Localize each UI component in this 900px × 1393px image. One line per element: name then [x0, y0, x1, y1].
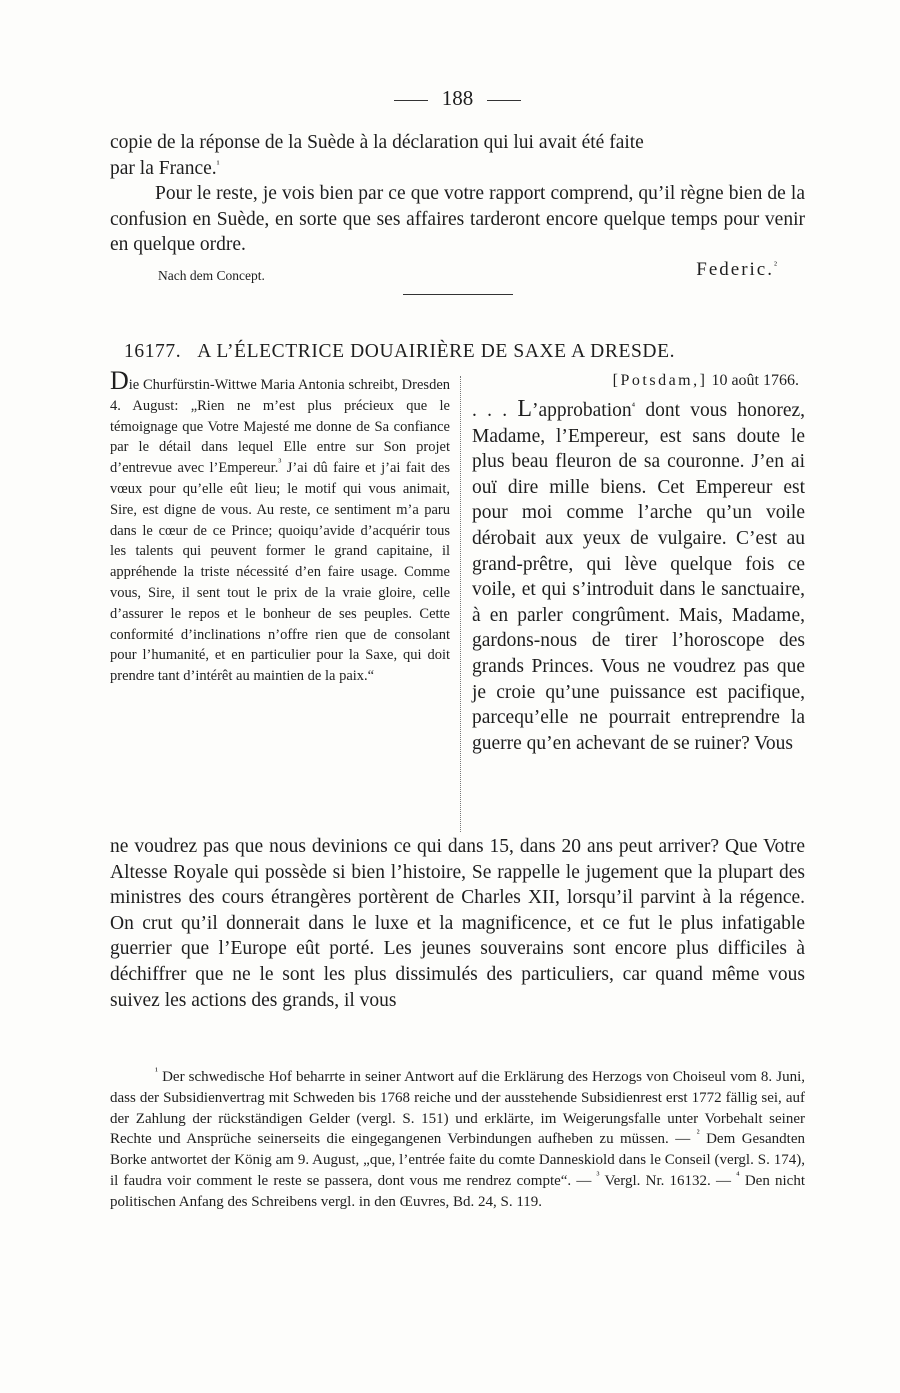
footnote-ref-4: ⁴ — [631, 401, 636, 412]
intro-line-1: copie de la réponse de la Suède à la déclaration qui lui avait été faite — [110, 132, 644, 153]
letter-text-1: ’approbation — [532, 400, 632, 421]
letter-text-2: dont vous honorez, Madame, l’Empereur, est sans doute le plus beau fleuron de sa couronne. J’en ai ouï dire mille biens. Cet Empereur est pour moi comme l’arche qu’un voile dérobait aux yeux de vulgaire. C’est au grand-prêtre, qui lève quelque fois ce voile, et qui s’introduit dans le sanctuaire, à en parler congrûment. Mais, Madame, gardons-nous de tirer l’horoscope des grands Princes. Vous ne voudrez pas que je croie qu’une puissance est pacifique, parcequ’elle ne pourrait entreprendre la guerre qu’en achevant de se ruiner? Vous — [472, 400, 806, 754]
footnote-3: Vergl. Nr. 16132. — — [599, 1172, 737, 1189]
right-column-letter — [472, 371, 805, 756]
intro-text — [110, 130, 805, 258]
left-text-1: ie Churfürstin-Wittwe Maria Antonia schreibt, Dresden 4. August: „Rien ne m’est plus précieux que le témoignage que Votre Majesté me donne de Sa confiance par le détail dans lequel Elle entre sur Son projet d’entrevue avec l’Empereur. — [110, 377, 450, 477]
footnotes — [110, 1067, 805, 1213]
document-heading — [124, 341, 675, 363]
footnote-ref-1: ¹ — [216, 158, 220, 170]
document-title: A L’ÉLECTRICE DOUAIRIÈRE DE SAXE A DRESDE. — [197, 341, 676, 362]
footnote-2: Dem Gesandten Borke antwortet der König am 9. August, „que, l’entrée faite du comte Danneskiold dans le Conseil (vergl. S. 174), il faudra voir comment le reste se passera, dont vous me rendrez compte“. — — [110, 1131, 806, 1189]
footnote-1: Der schwedische Hof beharrte in seiner Antwort auf die Erklärung des Herzogs von Choiseul vom 8. Juni, dass der Subsidienvertrag mit Schweden bis 1768 reiche und der ausstehende Subsidienrest erst 1772 fällig sei, auf der Zahlung der rückständigen Gelder (vergl. S. 151) und erklärte, im Weigerungsfalle unter Vorbehalt seiner Rechte und Ansprüche seinerseits die eingegangenen Verbindungen aufheben zu müssen. — — [110, 1069, 805, 1148]
footnote-mark-3: ³ — [596, 1169, 600, 1181]
letter-big-initial: L — [517, 396, 532, 422]
column-divider — [460, 376, 461, 832]
dateline — [472, 371, 799, 391]
intro-line-2: par la France. — [110, 157, 217, 179]
footnote-mark-2: ² — [696, 1128, 700, 1140]
letter-continuation: ne voudrez pas que nous devinions ce qui dans 15, dans 20 ans peut arriver? Que Votre Altesse Royale qui possède si bien l’histoire, Se rappelle le jugement que la plupart des ministres des cours étrangères portèrent de Charles XII, lorsqu’il parvint à la régence. On crut qu’il donnerait dans le luxe et la magnificence, et ce fut le plus infatigable guerrier que l’Europe eût porté. Les jeunes souverains sont encore plus difficiles à déchiffrer que ne le sont les plus dissimulés des particuliers, car quand même vous suivez les actions des grands, il vous — [110, 836, 805, 1011]
signature-ref: ² — [774, 260, 779, 271]
left-column-summary — [110, 366, 450, 687]
intro-paragraph-2: Pour le reste, je vois bien par ce que votre rapport comprend, qu’il règne bien de la confusion en Suède, en sorte que ses affaires tarderont encore quelque temps pour venir en quelque ordre. — [110, 183, 805, 256]
footnote-4: Den nicht politischen Anfang des Schreibens vergl. in den Œuvres, Bd. 24, S. 119. — [110, 1172, 806, 1210]
signature — [696, 259, 779, 281]
source-note: Nach dem Concept. — [158, 268, 265, 283]
section-rule — [403, 294, 513, 295]
header-dash-left — [394, 100, 428, 101]
letter-lead: . . . — [472, 400, 508, 421]
footnote-ref-3: ³ — [278, 457, 282, 469]
signature-text: Federic. — [696, 259, 774, 280]
page-header — [110, 86, 805, 111]
page-number: 188 — [441, 86, 474, 110]
source-line — [110, 259, 805, 285]
dateline-date: 10 août 1766. — [711, 372, 799, 389]
dateline-place: [Potsdam,] — [612, 372, 708, 389]
footnote-mark-4: ⁴ — [736, 1169, 740, 1181]
intro-paragraph-1 — [110, 130, 805, 181]
document-number: 16177. — [124, 341, 182, 362]
left-text-2: J’ai dû faire et j’ai fait des vœux pour qu’elle eût lieu; le motif qui vous animait, Sire, est digne de vous. Au reste, ce sentiment m’a paru dans le cœur de ce Prince; quoiqu’avide d’acquérir tous les talents qui peuvent former le grand capitaine, il appréhende la triste nécessité d’en faire usage. Comme vous, Sire, il sent tout le prix de la vraie gloire, celle d’assurer le repos et le bonheur de ses peuples. Cette conformité d’inclinations n’offre rien que de consolant pour l’humanité, et en particulier pour la Saxe, qui doit prendre tant d’intérêt au maintien de la paix.“ — [110, 460, 450, 685]
header-dash-right — [487, 100, 521, 101]
footnote-mark-1: ¹ — [155, 1066, 158, 1077]
drop-letter: D — [110, 366, 129, 395]
letter-text — [472, 397, 805, 756]
